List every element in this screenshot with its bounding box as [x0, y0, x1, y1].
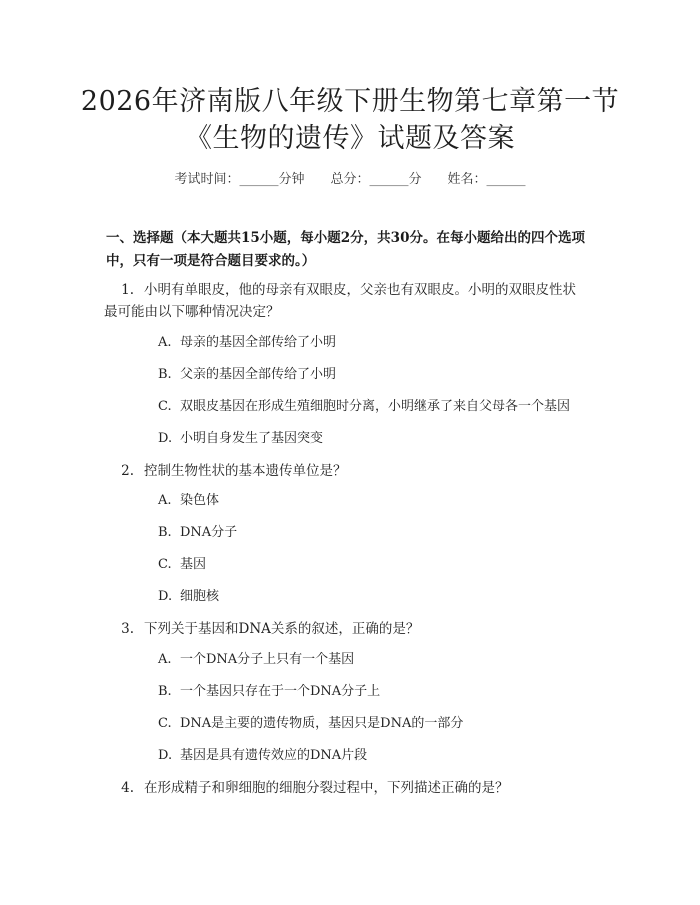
option-3a: A. 一个DNA分子上只有一个基因	[158, 652, 355, 667]
option-1c: C. 双眼皮基因在形成生殖细胞时分离，小明继承了来自父母各一个基因	[158, 399, 571, 414]
option-3c: C. DNA是主要的遗传物质，基因只是DNA的一部分	[158, 716, 464, 731]
title-line-2: 《生物的遗传》试题及答案	[185, 123, 515, 154]
question-number: 4.	[121, 780, 134, 796]
question-text: 控制生物性状的基本遗传单位是？	[144, 463, 347, 479]
option-1a: A. 母亲的基因全部传给了小明	[158, 335, 337, 350]
question-number: 3.	[121, 621, 134, 637]
question-text: 在形成精子和卵细胞的细胞分裂过程中，下列描述正确的是？	[144, 780, 509, 796]
question-1	[104, 279, 604, 323]
question-text-cont: 最可能由以下哪种情况决定？	[104, 304, 280, 320]
exam-time: 考试时间：______分钟	[174, 172, 305, 187]
question-2	[104, 460, 604, 482]
option-1d: D. 小明自身发生了基因突变	[158, 431, 324, 446]
option-3b: B. 一个基因只存在于一个DNA分子上	[158, 684, 381, 699]
student-name: 姓名：______	[447, 172, 526, 187]
option-2d: D. 细胞核	[158, 589, 220, 604]
option-2c: C. 基因	[158, 557, 207, 572]
option-2a: A. 染色体	[158, 493, 220, 508]
total-score: 总分：______分	[330, 172, 422, 187]
title-line-1: 2026年济南版八年级下册生物第七章第一节	[80, 86, 620, 117]
question-text: 下列关于基因和DNA关系的叙述，正确的是？	[144, 621, 420, 637]
question-text: 小明有单眼皮，他的母亲有双眼皮，父亲也有双眼皮。小明的双眼皮性状	[144, 282, 576, 298]
option-1b: B. 父亲的基因全部传给了小明	[158, 367, 337, 382]
question-4	[104, 777, 604, 799]
option-3d: D. 基因是具有遗传效应的DNA片段	[158, 748, 368, 763]
question-number: 2.	[121, 463, 134, 479]
question-3	[104, 618, 604, 640]
section-heading: 一、选择题（本大题共15小题，每小题2分，共30分。在每小题给出的四个选项中，只有一项是符合题目要求的。）	[106, 230, 585, 269]
exam-meta	[0, 168, 700, 187]
option-2b: B. DNA分子	[158, 525, 238, 540]
question-number: 1.	[121, 282, 134, 298]
